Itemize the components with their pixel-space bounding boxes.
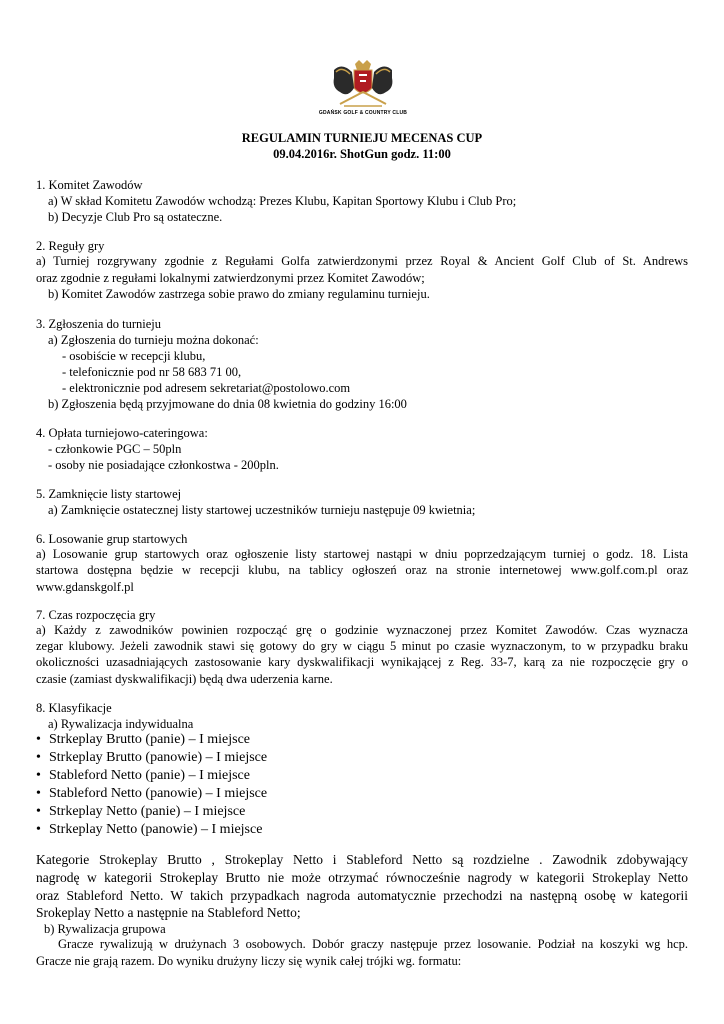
section-3-item-2: - telefonicznie pod nr 58 683 71 00, [62,365,242,379]
list-item: • Strkeplay Brutto (panie) – I miejsce [36,732,250,747]
section-6-heading: 6. Losowanie grup startowych [36,532,188,546]
section-8-heading: 8. Klasyfikacje [36,701,112,715]
section-4-item-2: - osoby nie posiadające członkostwa - 200pln. [48,458,279,472]
section-7-heading: 7. Czas rozpoczęcia gry [36,608,156,622]
bullet-icon: • [36,750,41,765]
section-5-heading: 5. Zamknięcie listy startowej [36,487,182,501]
section-1-a: a) W skład Komitetu Zawodów wchodzą: Prezes Klubu, Kapitan Sportowy Klubu i Club Pro; [48,194,517,208]
section-3-heading: 3. Zgłoszenia do turnieju [36,317,161,331]
section-6-a-line2: startowa dostępna będzie w recepcji klubu, na tablicy ogłoszeń oraz na stronie internetowej www.golf.com.pl oraz [36,563,688,577]
section-3-item-3: - elektronicznie pod adresem sekretariat@postolowo.com [62,381,351,395]
document-title: REGULAMIN TURNIEJU MECENAS CUP [241,131,483,145]
document-subtitle: 09.04.2016r. ShotGun godz. 11:00 [273,147,451,161]
bullet-icon: • [36,804,41,819]
section-1-b: b) Decyzje Club Pro są ostateczne. [48,210,223,224]
section-7-a-line4: czasie (zamiast dyskwalifikacji) będą dwa uderzenia karne. [36,672,333,686]
section-3-a: a) Zgłoszenia do turnieju można dokonać: [48,333,259,347]
group-rivalry-line1: Gracze rywalizują w drużynach 3 osobowych. Dobór graczy następuje przez losowanie. Podział na koszyki wg hcp. [58,937,688,951]
section-2-a-line1: a) Turniej rozgrywany zgodnie z Regułami Golfa zatwierdzonymi przez Royal & Ancient Golf Club of St. Andrews [36,254,688,268]
section-6-a-line1: a) Losowanie grup startowych oraz ogłoszenie listy startowej nastąpi w dniu poprzedzającym turniej o godz. 18. Lista [36,547,688,561]
bullet-icon: • [36,822,41,837]
section-4-item-1: - członkowie PGC – 50pln [48,442,182,456]
bullet-icon: • [36,768,41,783]
group-rivalry-line2: Gracze nie grają razem. Do wyniku drużyny liczy się wynik całej trójki wg. formatu: [36,954,462,968]
logo-caption: GDAŃSK GOLF & COUNTRY CLUB [318,110,408,116]
list-item: • Strkeplay Brutto (panowie) – I miejsce [36,750,268,765]
bullet-icon: • [36,786,41,801]
section-5-a: a) Zamknięcie ostatecznej listy startowej uczestników turnieju następuje 09 kwietnia; [48,503,476,517]
list-item: • Strkeplay Netto (panowie) – I miejsce [36,822,263,837]
section-8-b: b) Rywalizacja grupowa [44,922,166,936]
section-1-heading: 1. Komitet Zawodów [36,178,143,192]
list-item: • Stableford Netto (panowie) – I miejsce [36,786,268,801]
categories-paragraph-line1: Kategorie Strokeplay Brutto , Strokeplay Netto i Stableford Netto są rozdzielne . Zawodnik zdobywający [36,852,688,867]
section-6-a-line3: www.gdanskgolf.pl [36,580,134,594]
section-7-a-line1: a) Każdy z zawodników powinien rozpocząć grę o godzinie wyznaczonej przez Komitet Zawodów. Czas wyznacza [36,623,688,637]
section-2-b: b) Komitet Zawodów zastrzega sobie prawo do zmiany regulaminu turnieju. [48,287,430,301]
categories-paragraph-line3: oraz Stableford Netto. W takich przypadkach nagroda automatycznie przechodzi na następną osobę w kategorii [36,888,688,903]
section-2-heading: 2. Reguły gry [36,239,105,253]
list-item: • Stableford Netto (panie) – I miejsce [36,768,250,783]
section-4-heading: 4. Opłata turniejowo-cateringowa: [36,426,208,440]
categories-paragraph-line2: nagrodę w kategorii Strokeplay Brutto nie może otrzymać równocześnie nagrody w kategorii Strokeplay Netto [36,870,688,885]
section-2-a-line2: oraz zgodnie z regułami lokalnymi zatwierdzonymi przez Komitet Zawodów; [36,271,425,285]
section-7-a-line3: okoliczności uzasadniających zastosowanie kary dyskwalifikacji wynikającej z Reg. 33-7, karą za nie rozpoczęcie gry o [36,655,688,669]
section-7-a-line2: zegar klubowy. Jeżeli zawodnik stawi się gotowy do gry w ciągu 5 minut po czasie wyznaczonym, to w przypadku braku [36,639,688,653]
categories-paragraph-line4: Srokeplay Netto a następnie na Stableford Netto; [36,905,301,920]
bullet-icon: • [36,732,41,747]
section-3-b: b) Zgłoszenia będą przyjmowane do dnia 08 kwietnia do godziny 16:00 [48,397,407,411]
section-8-a: a) Rywalizacja indywidualna [48,717,194,731]
list-item: • Strkeplay Netto (panie) – I miejsce [36,804,246,819]
section-3-item-1: - osobiście w recepcji klubu, [62,349,206,363]
